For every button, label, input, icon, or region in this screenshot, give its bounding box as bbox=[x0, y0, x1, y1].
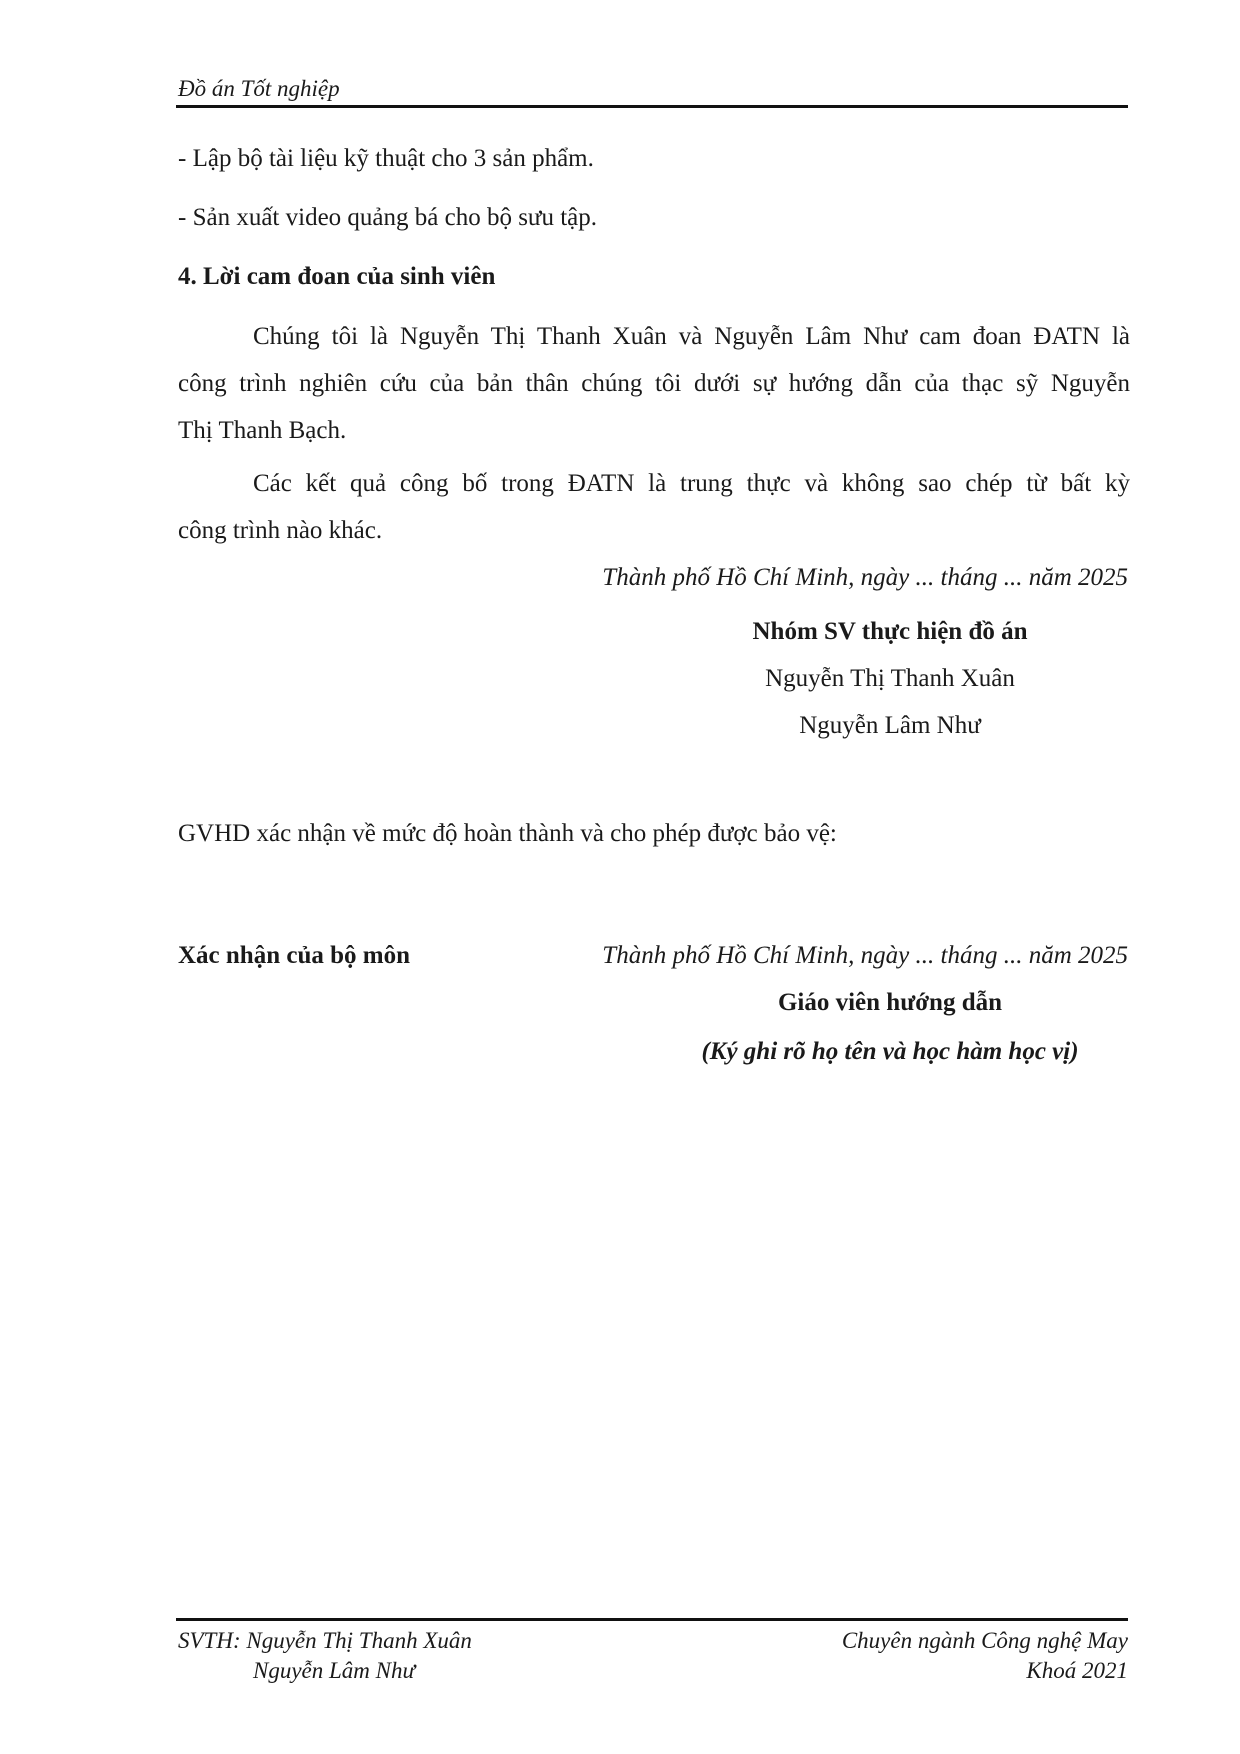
date-line: Thành phố Hồ Chí Minh, ngày ... tháng ... năm 2025 bbox=[602, 942, 1128, 969]
paragraph-line: Chúng tôi là Nguyễn Thị Thanh Xuân và Nguyễn Lâm Như cam đoan ĐATN là bbox=[253, 323, 1130, 350]
paragraph-line: công trình nào khác. bbox=[178, 517, 383, 544]
student-name: Nguyễn Lâm Như bbox=[799, 712, 981, 739]
date-line: Thành phố Hồ Chí Minh, ngày ... tháng ... năm 2025 bbox=[602, 564, 1128, 591]
bullet-item: - Sản xuất video quảng bá cho bộ sưu tập. bbox=[178, 204, 598, 231]
page-header-title: Đồ án Tốt nghiệp bbox=[178, 76, 340, 101]
student-name: Nguyễn Thị Thanh Xuân bbox=[765, 665, 1015, 692]
advisor-note: (Ký ghi rõ họ tên và học hàm học vị) bbox=[701, 1038, 1079, 1065]
advisor-confirm-text: GVHD xác nhận về mức độ hoàn thành và cho phép được bảo vệ: bbox=[178, 820, 837, 847]
footer-course: Khoá 2021 bbox=[1026, 1658, 1128, 1683]
footer-major: Chuyên ngành Công nghệ May bbox=[841, 1628, 1128, 1653]
paragraph-line: Các kết quả công bố trong ĐATN là trung thực và không sao chép từ bất kỳ bbox=[253, 470, 1130, 497]
bullet-item: - Lập bộ tài liệu kỹ thuật cho 3 sản phẩm. bbox=[178, 145, 594, 172]
paragraph-line: Thị Thanh Bạch. bbox=[178, 417, 347, 444]
footer-rule bbox=[176, 1618, 1128, 1621]
footer-author-2: Nguyễn Lâm Như bbox=[253, 1658, 416, 1683]
header-rule bbox=[176, 105, 1128, 108]
advisor-label: Giáo viên hướng dẫn bbox=[777, 989, 1003, 1016]
group-label: Nhóm SV thực hiện đồ án bbox=[752, 618, 1028, 645]
paragraph-line: công trình nghiên cứu của bản thân chúng tôi dưới sự hướng dẫn của thạc sỹ Nguyễn bbox=[178, 370, 1130, 397]
section-heading: 4. Lời cam đoan của sinh viên bbox=[178, 263, 496, 290]
footer-author-1: SVTH: Nguyễn Thị Thanh Xuân bbox=[178, 1628, 472, 1653]
department-confirm-label: Xác nhận của bộ môn bbox=[178, 942, 410, 969]
